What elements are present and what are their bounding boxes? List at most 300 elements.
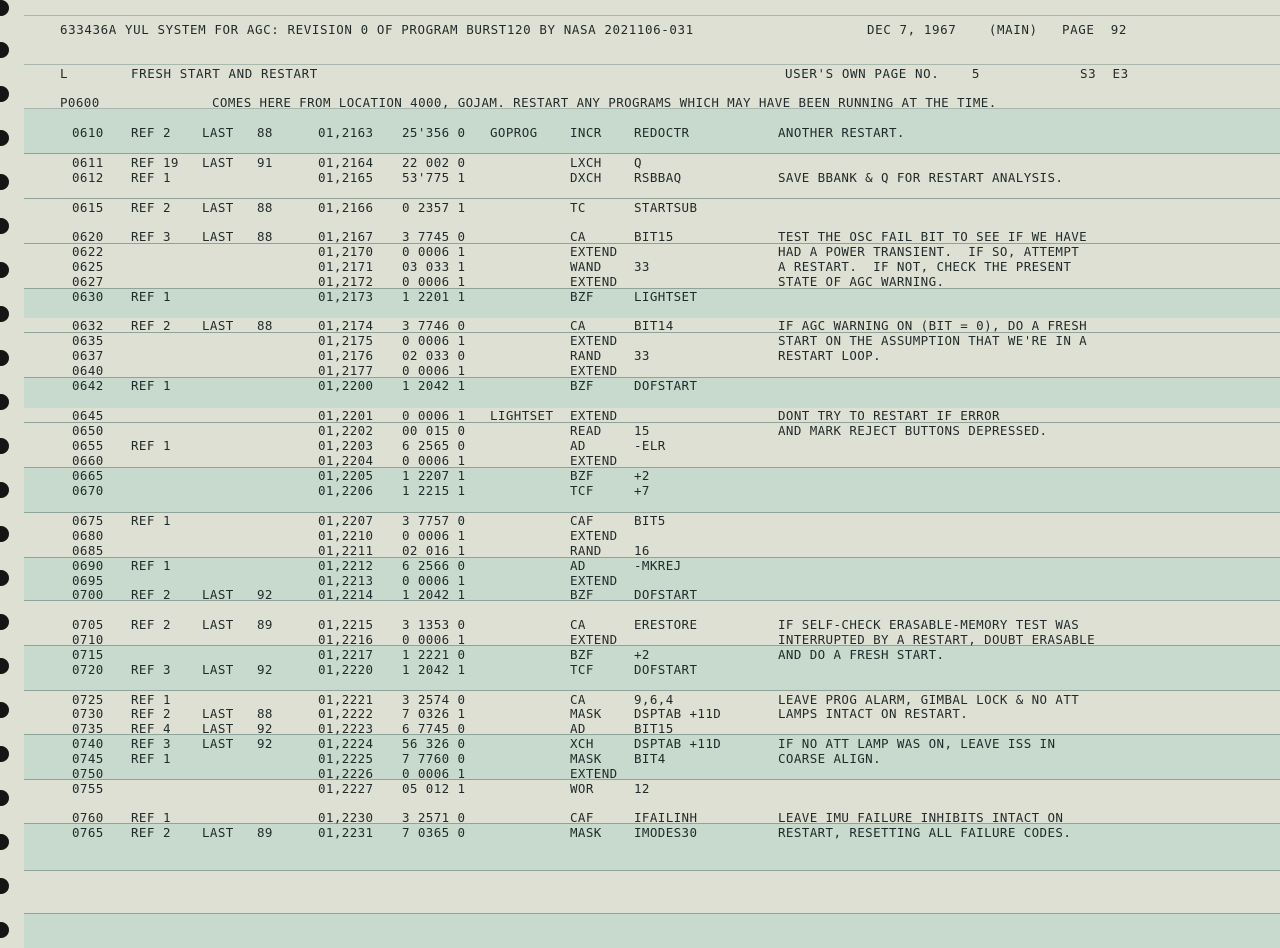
greenbar-rule — [24, 153, 1280, 154]
ref-count: 2 — [163, 125, 171, 140]
line-number: 0627 — [72, 274, 104, 289]
opcode: TCF — [570, 483, 594, 498]
opcode: XCH — [570, 736, 594, 751]
address: 01,2222 — [318, 706, 374, 721]
greenbar-rule — [24, 15, 1280, 16]
comment: COARSE ALIGN. — [778, 751, 882, 766]
line-number: 0765 — [72, 825, 104, 840]
comment: IF AGC WARNING ON (BIT = 0), DO A FRESH — [778, 318, 1088, 333]
ref-count: 1 — [163, 558, 171, 573]
last-page: 92 — [257, 721, 273, 736]
ref-count: 2 — [163, 825, 171, 840]
address: 01,2223 — [318, 721, 374, 736]
octal-word: 6 2565 0 — [402, 438, 466, 453]
greenbar-rule — [24, 870, 1280, 871]
feed-hole — [0, 174, 9, 190]
line-number: 0710 — [72, 632, 104, 647]
opcode: AD — [570, 438, 586, 453]
feed-hole — [0, 658, 9, 674]
opcode: BZF — [570, 647, 594, 662]
last-tag: LAST — [202, 125, 234, 140]
ref-count: 4 — [163, 721, 171, 736]
opcode: AD — [570, 558, 586, 573]
line-number: 0745 — [72, 751, 104, 766]
address: 01,2215 — [318, 617, 374, 632]
ref-tag: REF — [131, 692, 155, 707]
section-code: S3 E3 — [1080, 66, 1129, 81]
last-page: 88 — [257, 318, 273, 333]
operand: DSPTAB +11D — [634, 706, 722, 721]
ref-tag: REF — [131, 229, 155, 244]
ref-tag: REF — [131, 438, 155, 453]
line-number: 0665 — [72, 468, 104, 483]
greenbar-rule — [24, 198, 1280, 199]
line-number: 0715 — [72, 647, 104, 662]
ref-tag: REF — [131, 617, 155, 632]
intro-comment: COMES HERE FROM LOCATION 4000, GOJAM. RESTART ANY PROGRAMS WHICH MAY HAVE BEEN RUNNING AT THE TIME. — [212, 95, 997, 110]
line-number: 0620 — [72, 229, 104, 244]
opcode: AD — [570, 721, 586, 736]
address: 01,2202 — [318, 423, 374, 438]
line-number: 0690 — [72, 558, 104, 573]
line-number: 0740 — [72, 736, 104, 751]
ref-tag: REF — [131, 318, 155, 333]
feed-hole — [0, 878, 9, 894]
opcode: TC — [570, 200, 586, 215]
line-number: 0670 — [72, 483, 104, 498]
address: 01,2205 — [318, 468, 374, 483]
ref-tag: REF — [131, 513, 155, 528]
line-number: 0750 — [72, 766, 104, 781]
last-tag: LAST — [202, 736, 234, 751]
octal-word: 25'356 0 — [402, 125, 466, 140]
ref-tag: REF — [131, 558, 155, 573]
comment: HAD A POWER TRANSIENT. IF SO, ATTEMPT — [778, 244, 1080, 259]
last-tag: LAST — [202, 617, 234, 632]
ref-count: 2 — [163, 200, 171, 215]
opcode: BZF — [570, 378, 594, 393]
feed-hole — [0, 0, 9, 16]
address: 01,2163 — [318, 125, 374, 140]
address: 01,2217 — [318, 647, 374, 662]
ref-count: 3 — [163, 229, 171, 244]
ref-tag: REF — [131, 825, 155, 840]
operand: +7 — [634, 483, 650, 498]
comment: ANOTHER RESTART. — [778, 125, 905, 140]
address: 01,2173 — [318, 289, 374, 304]
last-tag: LAST — [202, 721, 234, 736]
octal-word: 3 7746 0 — [402, 318, 466, 333]
operand: +2 — [634, 468, 650, 483]
address: 01,2171 — [318, 259, 374, 274]
operand: 16 — [634, 543, 650, 558]
comment: AND DO A FRESH START. — [778, 647, 945, 662]
operand: 15 — [634, 423, 650, 438]
ref-count: 2 — [163, 318, 171, 333]
last-tag: LAST — [202, 825, 234, 840]
octal-word: 56 326 0 — [402, 736, 466, 751]
address: 01,2211 — [318, 543, 374, 558]
opcode: MASK — [570, 751, 602, 766]
last-tag: LAST — [202, 155, 234, 170]
address: 01,2220 — [318, 662, 374, 677]
greenbar-rule — [24, 64, 1280, 65]
ref-tag: REF — [131, 751, 155, 766]
feed-hole — [0, 262, 9, 278]
address: 01,2175 — [318, 333, 374, 348]
octal-word: 7 7760 0 — [402, 751, 466, 766]
header-title: 633436A YUL SYSTEM FOR AGC: REVISION 0 OF PROGRAM BURST120 BY NASA 2021106-031 — [60, 22, 694, 37]
last-page: 92 — [257, 662, 273, 677]
address: 01,2213 — [318, 573, 374, 588]
octal-word: 1 2042 1 — [402, 587, 466, 602]
address: 01,2225 — [318, 751, 374, 766]
address: 01,2172 — [318, 274, 374, 289]
opcode: EXTEND — [570, 573, 618, 588]
log-section-title: FRESH START AND RESTART — [131, 66, 318, 81]
comment: TEST THE OSC FAIL BIT TO SEE IF WE HAVE — [778, 229, 1088, 244]
octal-word: 1 2042 1 — [402, 662, 466, 677]
feed-hole — [0, 570, 9, 586]
line-number: 0660 — [72, 453, 104, 468]
line-number: 0615 — [72, 200, 104, 215]
ref-tag: REF — [131, 662, 155, 677]
last-tag: LAST — [202, 587, 234, 602]
last-page: 92 — [257, 736, 273, 751]
ref-count: 2 — [163, 617, 171, 632]
feed-hole — [0, 790, 9, 806]
operand: RSBBAQ — [634, 170, 682, 185]
octal-word: 3 2574 0 — [402, 692, 466, 707]
address: 01,2214 — [318, 587, 374, 602]
last-page: 88 — [257, 200, 273, 215]
ref-tag: REF — [131, 810, 155, 825]
last-page: 89 — [257, 617, 273, 632]
last-page: 88 — [257, 706, 273, 721]
opcode: EXTEND — [570, 632, 618, 647]
address: 01,2231 — [318, 825, 374, 840]
greenbar-rule — [24, 467, 1280, 468]
address: 01,2230 — [318, 810, 374, 825]
opcode: EXTEND — [570, 244, 618, 259]
opcode: BZF — [570, 587, 594, 602]
operand: -MKREJ — [634, 558, 682, 573]
opcode: BZF — [570, 468, 594, 483]
line-number: 0630 — [72, 289, 104, 304]
address: 01,2177 — [318, 363, 374, 378]
operand: 33 — [634, 259, 650, 274]
octal-word: 0 0006 1 — [402, 573, 466, 588]
operand: Q — [634, 155, 642, 170]
line-number: 0685 — [72, 543, 104, 558]
address: 01,2164 — [318, 155, 374, 170]
header-date-page: DEC 7, 1967 (MAIN) PAGE 92 — [867, 22, 1128, 37]
operand: +2 — [634, 647, 650, 662]
comment: RESTART, RESETTING ALL FAILURE CODES. — [778, 825, 1072, 840]
opcode: CA — [570, 617, 586, 632]
opcode: WAND — [570, 259, 602, 274]
comment: IF NO ATT LAMP WAS ON, LEAVE ISS IN — [778, 736, 1056, 751]
octal-word: 1 2215 1 — [402, 483, 466, 498]
opcode: EXTEND — [570, 408, 618, 423]
feed-hole — [0, 394, 9, 410]
operand: BIT4 — [634, 751, 666, 766]
octal-word: 22 002 0 — [402, 155, 466, 170]
feed-hole — [0, 746, 9, 762]
address: 01,2206 — [318, 483, 374, 498]
opcode: RAND — [570, 543, 602, 558]
operand: 33 — [634, 348, 650, 363]
last-tag: LAST — [202, 706, 234, 721]
address: 01,2170 — [318, 244, 374, 259]
opcode: WOR — [570, 781, 594, 796]
line-number: 0730 — [72, 706, 104, 721]
line-number: 0642 — [72, 378, 104, 393]
feed-hole — [0, 350, 9, 366]
greenbar-rule — [24, 913, 1280, 914]
octal-word: 7 0326 1 — [402, 706, 466, 721]
ref-count: 3 — [163, 736, 171, 751]
address: 01,2226 — [318, 766, 374, 781]
ref-tag: REF — [131, 200, 155, 215]
line-number: 0680 — [72, 528, 104, 543]
feed-hole — [0, 922, 9, 938]
comment: SAVE BBANK & Q FOR RESTART ANALYSIS. — [778, 170, 1064, 185]
octal-word: 02 016 1 — [402, 543, 466, 558]
opcode: EXTEND — [570, 528, 618, 543]
address: 01,2165 — [318, 170, 374, 185]
feed-hole — [0, 438, 9, 454]
ref-count: 1 — [163, 751, 171, 766]
operand: BIT14 — [634, 318, 674, 333]
feed-hole — [0, 482, 9, 498]
octal-word: 6 7745 0 — [402, 721, 466, 736]
symbol-label: LIGHTSET — [490, 408, 554, 423]
address: 01,2174 — [318, 318, 374, 333]
ref-tag: REF — [131, 170, 155, 185]
ref-tag: REF — [131, 736, 155, 751]
operand: ERESTORE — [634, 617, 698, 632]
line-number: 0645 — [72, 408, 104, 423]
octal-word: 7 0365 0 — [402, 825, 466, 840]
opcode: EXTEND — [570, 766, 618, 781]
ref-count: 1 — [163, 692, 171, 707]
ref-count: 1 — [163, 810, 171, 825]
comment: START ON THE ASSUMPTION THAT WE'RE IN A — [778, 333, 1088, 348]
octal-word: 0 0006 1 — [402, 766, 466, 781]
ref-count: 1 — [163, 513, 171, 528]
ref-count: 1 — [163, 438, 171, 453]
operand: DOFSTART — [634, 662, 698, 677]
line-number: 0610 — [72, 125, 104, 140]
opcode: LXCH — [570, 155, 602, 170]
line-number: 0675 — [72, 513, 104, 528]
line-number: 0760 — [72, 810, 104, 825]
octal-word: 0 0006 1 — [402, 528, 466, 543]
intro-label: P0600 — [60, 95, 100, 110]
last-page: 88 — [257, 125, 273, 140]
comment: IF SELF-CHECK ERASABLE-MEMORY TEST WAS — [778, 617, 1080, 632]
ref-tag: REF — [131, 706, 155, 721]
feed-hole — [0, 526, 9, 542]
octal-word: 1 2221 0 — [402, 647, 466, 662]
line-number: 0700 — [72, 587, 104, 602]
opcode: EXTEND — [570, 363, 618, 378]
ref-tag: REF — [131, 378, 155, 393]
line-number: 0640 — [72, 363, 104, 378]
octal-word: 3 1353 0 — [402, 617, 466, 632]
ref-count: 2 — [163, 587, 171, 602]
operand: 12 — [634, 781, 650, 796]
octal-word: 3 7745 0 — [402, 229, 466, 244]
feed-hole — [0, 614, 9, 630]
feed-hole — [0, 86, 9, 102]
address: 01,2207 — [318, 513, 374, 528]
ref-tag: REF — [131, 587, 155, 602]
opcode: RAND — [570, 348, 602, 363]
operand: IFAILINH — [634, 810, 698, 825]
line-number: 0655 — [72, 438, 104, 453]
line-number: 0622 — [72, 244, 104, 259]
operand: DOFSTART — [634, 378, 698, 393]
address: 01,2210 — [318, 528, 374, 543]
operand: BIT15 — [634, 229, 674, 244]
users-page-number: USER'S OWN PAGE NO. 5 — [785, 66, 981, 81]
ref-count: 1 — [163, 378, 171, 393]
log-section-letter: L — [60, 66, 69, 81]
ref-tag: REF — [131, 125, 155, 140]
octal-word: 53'775 1 — [402, 170, 466, 185]
operand: 9,6,4 — [634, 692, 674, 707]
ref-count: 2 — [163, 706, 171, 721]
comment: LAMPS INTACT ON RESTART. — [778, 706, 969, 721]
feed-hole — [0, 130, 9, 146]
octal-word: 1 2042 1 — [402, 378, 466, 393]
last-page: 89 — [257, 825, 273, 840]
greenbar-rule — [24, 690, 1280, 691]
last-tag: LAST — [202, 662, 234, 677]
opcode: MASK — [570, 825, 602, 840]
line-number: 0720 — [72, 662, 104, 677]
line-number: 0650 — [72, 423, 104, 438]
address: 01,2221 — [318, 692, 374, 707]
octal-word: 0 0006 1 — [402, 363, 466, 378]
address: 01,2200 — [318, 378, 374, 393]
comment: STATE OF AGC WARNING. — [778, 274, 945, 289]
address: 01,2201 — [318, 408, 374, 423]
feed-hole — [0, 702, 9, 718]
address: 01,2176 — [318, 348, 374, 363]
ref-count: 19 — [163, 155, 179, 170]
operand: -ELR — [634, 438, 666, 453]
comment: RESTART LOOP. — [778, 348, 882, 363]
ref-count: 1 — [163, 170, 171, 185]
octal-word: 0 0006 1 — [402, 244, 466, 259]
octal-word: 0 0006 1 — [402, 333, 466, 348]
line-number: 0735 — [72, 721, 104, 736]
octal-word: 05 012 1 — [402, 781, 466, 796]
operand: BIT5 — [634, 513, 666, 528]
octal-word: 02 033 0 — [402, 348, 466, 363]
opcode: MASK — [570, 706, 602, 721]
greenbar-band — [24, 913, 1280, 948]
operand: DOFSTART — [634, 587, 698, 602]
octal-word: 0 0006 1 — [402, 632, 466, 647]
line-number: 0705 — [72, 617, 104, 632]
greenbar-rule — [24, 779, 1280, 780]
comment: INTERRUPTED BY A RESTART, DOUBT ERASABLE — [778, 632, 1096, 647]
ref-count: 1 — [163, 289, 171, 304]
address: 01,2166 — [318, 200, 374, 215]
feed-hole — [0, 42, 9, 58]
last-page: 92 — [257, 587, 273, 602]
address: 01,2227 — [318, 781, 374, 796]
opcode: CA — [570, 229, 586, 244]
ref-tag: REF — [131, 155, 155, 170]
greenbar-band — [24, 467, 1280, 512]
octal-word: 03 033 1 — [402, 259, 466, 274]
octal-word: 0 0006 1 — [402, 453, 466, 468]
address: 01,2224 — [318, 736, 374, 751]
comment: A RESTART. IF NOT, CHECK THE PRESENT — [778, 259, 1072, 274]
octal-word: 1 2201 1 — [402, 289, 466, 304]
octal-word: 0 2357 1 — [402, 200, 466, 215]
last-tag: LAST — [202, 200, 234, 215]
address: 01,2204 — [318, 453, 374, 468]
address: 01,2212 — [318, 558, 374, 573]
line-number: 0635 — [72, 333, 104, 348]
opcode: CA — [570, 318, 586, 333]
octal-word: 1 2207 1 — [402, 468, 466, 483]
comment: LEAVE PROG ALARM, GIMBAL LOCK & NO ATT — [778, 692, 1080, 707]
address: 01,2203 — [318, 438, 374, 453]
line-number: 0695 — [72, 573, 104, 588]
feed-hole — [0, 306, 9, 322]
last-page: 91 — [257, 155, 273, 170]
operand: DSPTAB +11D — [634, 736, 722, 751]
greenbar-rule — [24, 422, 1280, 423]
symbol-label: GOPROG — [490, 125, 538, 140]
line-number: 0637 — [72, 348, 104, 363]
opcode: EXTEND — [570, 333, 618, 348]
comment: LEAVE IMU FAILURE INHIBITS INTACT ON — [778, 810, 1064, 825]
feed-hole — [0, 218, 9, 234]
comment: AND MARK REJECT BUTTONS DEPRESSED. — [778, 423, 1048, 438]
opcode: CAF — [570, 810, 594, 825]
line-number: 0725 — [72, 692, 104, 707]
ref-tag: REF — [131, 289, 155, 304]
ref-tag: REF — [131, 721, 155, 736]
operand: IMODES30 — [634, 825, 698, 840]
octal-word: 0 0006 1 — [402, 274, 466, 289]
last-tag: LAST — [202, 318, 234, 333]
opcode: EXTEND — [570, 274, 618, 289]
last-page: 88 — [257, 229, 273, 244]
opcode: EXTEND — [570, 453, 618, 468]
octal-word: 0 0006 1 — [402, 408, 466, 423]
operand: LIGHTSET — [634, 289, 698, 304]
octal-word: 3 7757 0 — [402, 513, 466, 528]
opcode: INCR — [570, 125, 602, 140]
line-number: 0611 — [72, 155, 104, 170]
opcode: DXCH — [570, 170, 602, 185]
last-tag: LAST — [202, 229, 234, 244]
line-number: 0632 — [72, 318, 104, 333]
address: 01,2216 — [318, 632, 374, 647]
opcode: READ — [570, 423, 602, 438]
line-number: 0612 — [72, 170, 104, 185]
comment: DONT TRY TO RESTART IF ERROR — [778, 408, 1000, 423]
